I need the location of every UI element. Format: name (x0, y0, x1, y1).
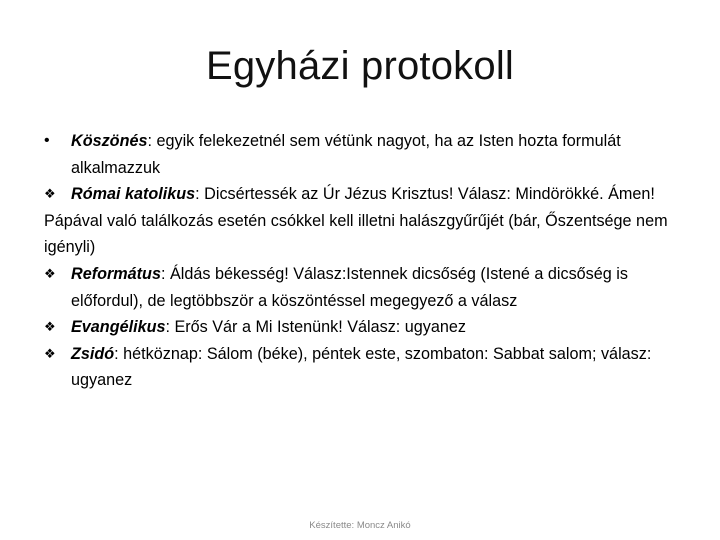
diamond-bullet-icon: ❖ (44, 319, 56, 335)
item-text: : hétköznap: Sálom (béke), péntek este, szombaton: Sabbat salom; válasz: ugyanez (71, 344, 652, 390)
diamond-bullet-icon: ❖ (44, 265, 56, 281)
item-term: Evangélikus (71, 318, 166, 337)
item-text: : egyik felekezetnél sem vétünk nagyot, ha az Isten hozta formulát alkalmazzuk (71, 132, 621, 177)
slide-footer: Készítette: Moncz Anikó (309, 520, 411, 531)
item-text: : Dicsértessék az Úr Jézus Krisztus! Válasz: Mindörökké. Ámen! (195, 185, 655, 204)
paragraph-papa: Pápával való találkozás esetén csókkel kell illetni halászgyűrűjét (bár, Őszentsége nem igényli) (44, 211, 668, 257)
slide-content (44, 128, 694, 394)
item-term: Római katolikus (71, 185, 196, 204)
diamond-bullet-icon: ❖ (44, 186, 56, 202)
item-term: Köszönés (71, 132, 148, 150)
list-item-zsido (44, 341, 694, 394)
slide-title: Egyházi protokoll (205, 44, 514, 88)
list-item-reformatus (44, 261, 694, 314)
item-text: : Erős Vár a Mi Istenünk! Válasz: ugyanez (165, 318, 466, 337)
diamond-bullet-icon: ❖ (44, 345, 56, 361)
list-item-koszones (44, 128, 694, 181)
item-text: : Áldás békesség! Válasz:Istennek dicsőség (Istené a dicsőség is előfordul), de legtöbbször a köszöntéssel megegyező a válasz (71, 264, 628, 310)
item-term: Református (71, 264, 161, 283)
list-item-romai-katolikus (44, 181, 694, 208)
item-term: Zsidó (71, 344, 115, 363)
bullet-dot-icon: • (44, 132, 50, 149)
list-item-evangelikus (44, 314, 694, 341)
